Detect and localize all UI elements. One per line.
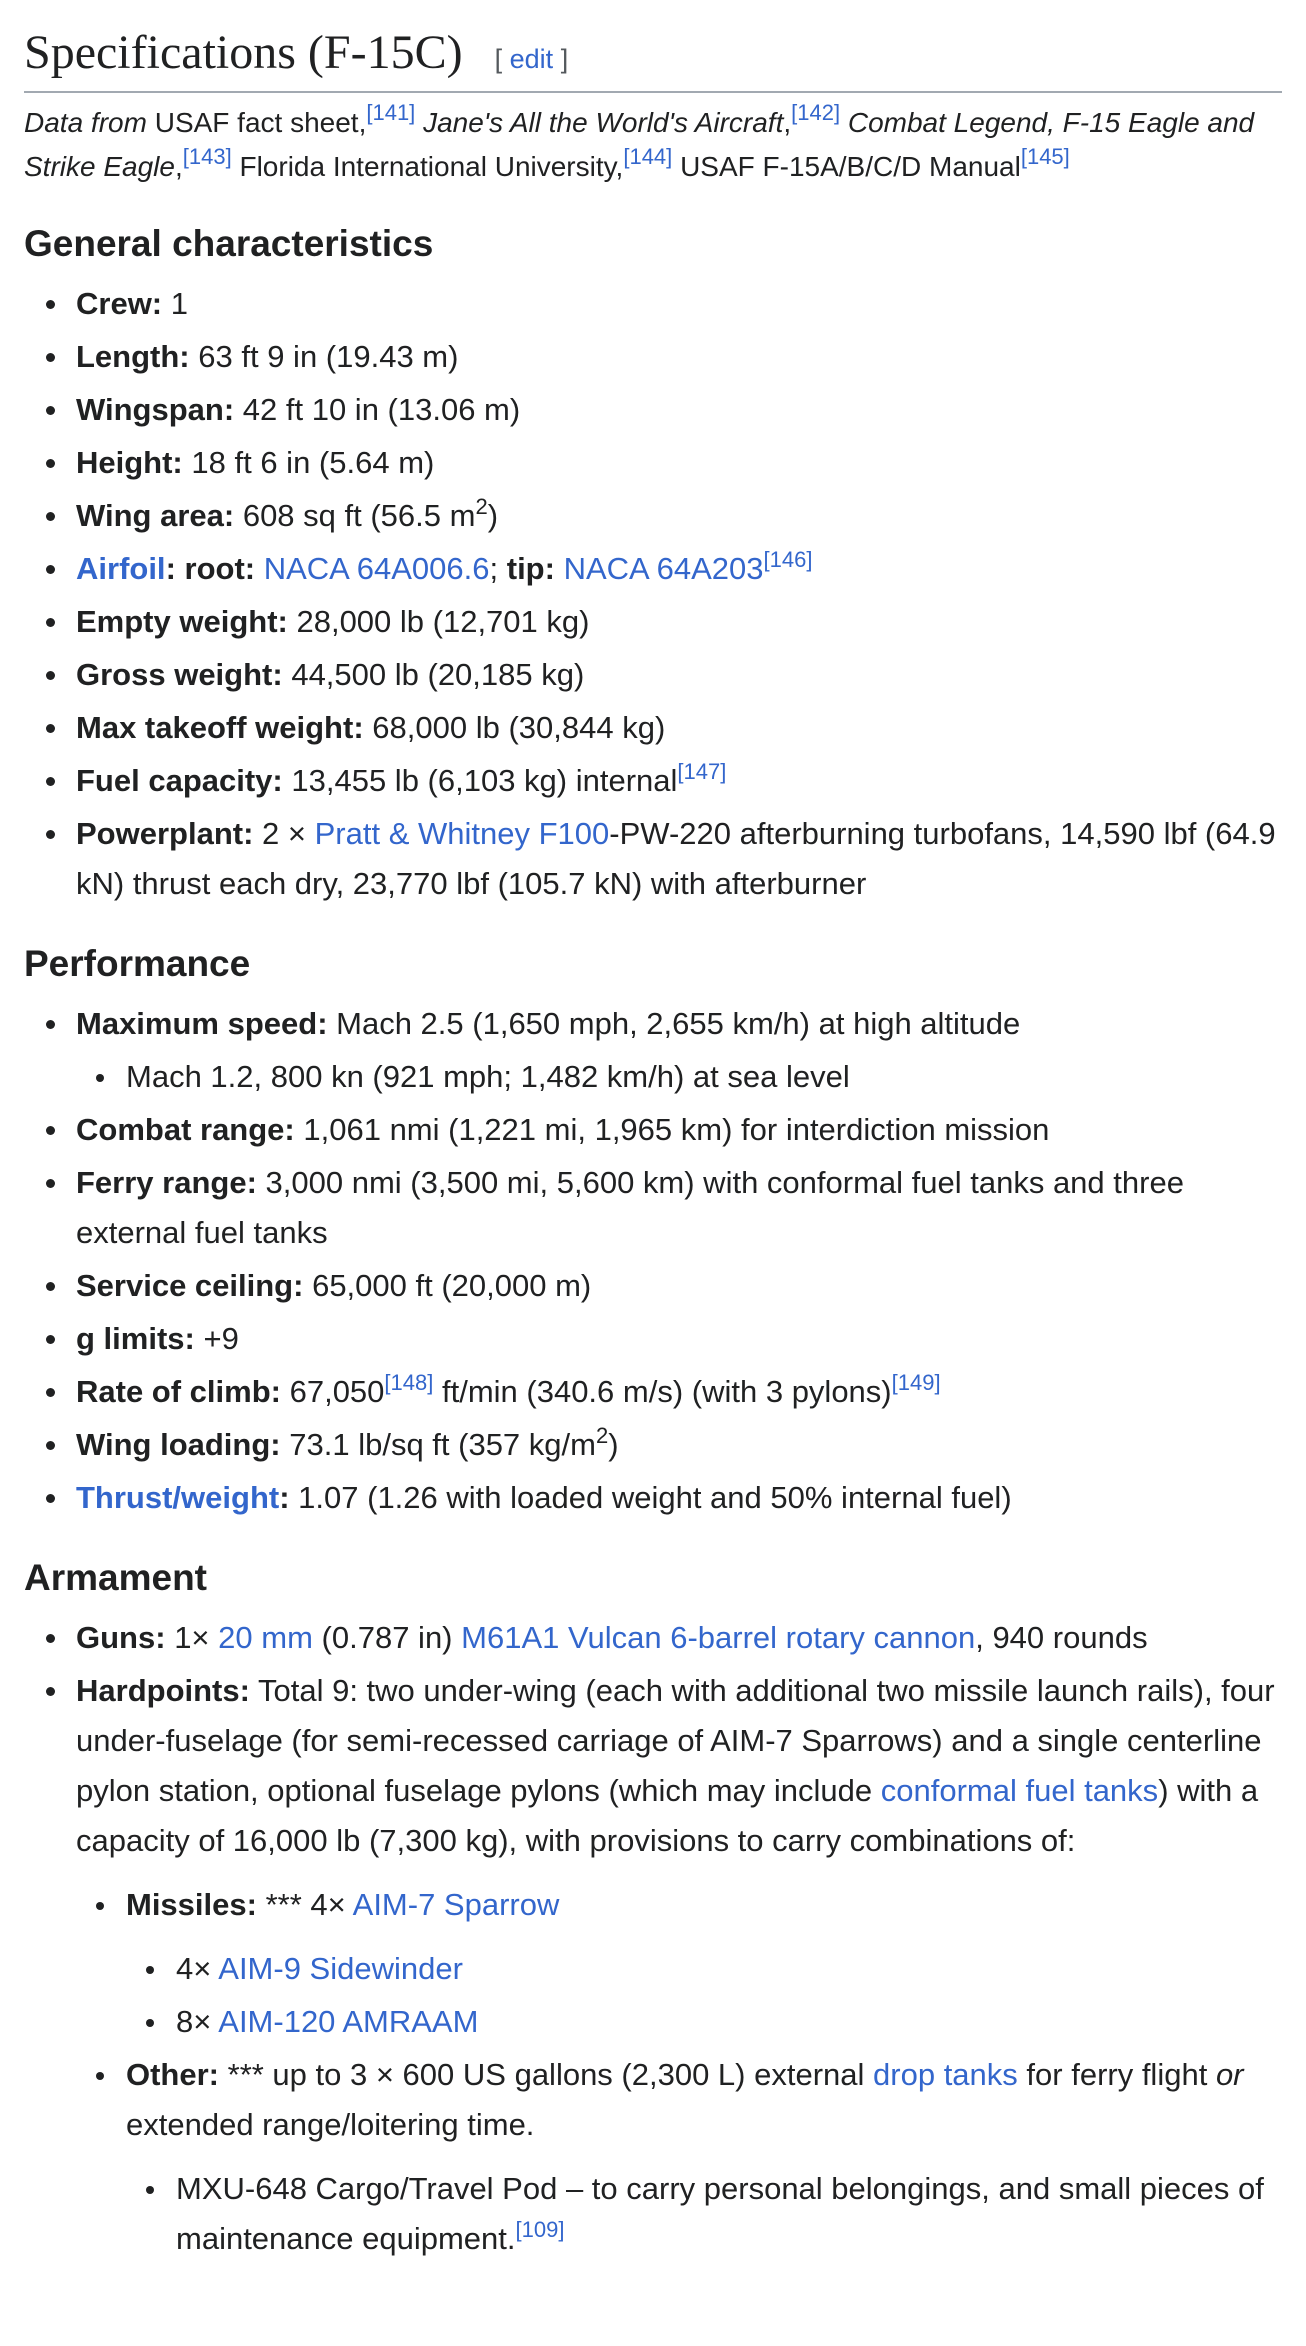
colon: : — [165, 551, 176, 586]
spec-value: extended range/loitering time. — [126, 2107, 535, 2142]
naca-root-link[interactable]: NACA 64A006.6 — [263, 551, 490, 586]
spec-label: Missiles: — [126, 1887, 257, 1922]
naca-tip-link[interactable]: NACA 64A203 — [563, 551, 764, 586]
spec-label: Powerplant: — [76, 816, 254, 851]
list-item — [176, 1997, 1282, 2047]
ref-109[interactable]: [109] — [515, 2217, 565, 2242]
spec-label: Max takeoff weight: — [76, 710, 364, 745]
spec-value: 44,500 lb (20,185 kg) — [291, 657, 585, 692]
source-note — [24, 101, 1282, 189]
page-title: Specifications (F-15C) — [24, 26, 463, 79]
spec-value: 65,000 ft (20,000 m) — [312, 1268, 592, 1303]
spec-value: 8× — [176, 2004, 212, 2039]
edit-section — [495, 28, 569, 90]
list-item — [76, 1666, 1282, 2264]
sub-list — [76, 1052, 1282, 1102]
spec-label: tip: — [506, 551, 555, 586]
source-usaf: USAF fact sheet, — [154, 107, 367, 138]
spec-label: Empty weight: — [76, 604, 288, 639]
spec-value: for ferry flight — [1026, 2057, 1208, 2092]
ref-149[interactable]: [149] — [891, 1370, 941, 1395]
spec-label: Hardpoints: — [76, 1673, 250, 1708]
list-item — [76, 756, 1282, 806]
ref-145[interactable]: [145] — [1020, 144, 1070, 169]
general-heading: General characteristics — [24, 223, 434, 264]
spec-label: Rate of climb: — [76, 1374, 281, 1409]
spec-label: root: — [184, 551, 256, 586]
performance-list — [24, 999, 1282, 1523]
spec-value: 68,000 lb (30,844 kg) — [372, 710, 666, 745]
edit-link[interactable]: edit — [509, 44, 554, 74]
spec-value: or — [1215, 2057, 1244, 2092]
ref-141[interactable]: [141] — [366, 100, 416, 125]
conformal-fuel-tanks-link[interactable]: conformal fuel tanks — [880, 1773, 1159, 1808]
spec-value: 42 ft 10 in (13.06 m) — [242, 392, 521, 427]
spec-value: 2 × — [262, 816, 306, 851]
spec-label: Crew: — [76, 286, 163, 321]
spec-label: Service ceiling: — [76, 1268, 304, 1303]
source-fiu: Florida International University, — [239, 151, 624, 182]
drop-tanks-link[interactable]: drop tanks — [873, 2057, 1018, 2092]
spec-value: 608 sq ft (56.5 m — [242, 498, 476, 533]
list-item — [76, 491, 1282, 541]
spec-label: Other: — [126, 2057, 219, 2092]
superscript: 2 — [475, 494, 488, 519]
spec-value: 18 ft 6 in (5.64 m) — [191, 445, 435, 480]
list-item — [76, 1261, 1282, 1311]
separator: ; — [489, 551, 499, 586]
list-item — [76, 1420, 1282, 1470]
sub-list — [126, 2164, 1282, 2264]
spec-value: 63 ft 9 in (19.43 m) — [198, 339, 459, 374]
list-item — [76, 1314, 1282, 1364]
spec-label: Gross weight: — [76, 657, 283, 692]
thrust-weight-link[interactable]: Thrust/weight — [76, 1480, 280, 1515]
spec-label: Length: — [76, 339, 190, 374]
list-item — [76, 999, 1282, 1102]
spec-value: 1.07 (1.26 with loaded weight and 50% internal fuel) — [298, 1480, 1012, 1515]
pratt-whitney-link[interactable]: Pratt & Whitney F100 — [314, 816, 610, 851]
spec-label: g limits: — [76, 1321, 195, 1356]
source-manual: USAF F-15A/B/C/D Manual — [680, 151, 1021, 182]
spec-value: ft/min (340.6 m/s) (with 3 pylons) — [441, 1374, 892, 1409]
airfoil-link[interactable]: Airfoil — [76, 551, 166, 586]
list-item — [76, 1367, 1282, 1417]
paren: ) — [608, 1427, 619, 1462]
data-from-label: Data from — [24, 107, 147, 138]
list-item — [76, 1473, 1282, 1523]
spec-label: Wingspan: — [76, 392, 235, 427]
list-item: Mach 1.2, 800 kn (921 mph; 1,482 km/h) at sea level — [126, 1052, 1282, 1102]
list-item — [126, 2050, 1282, 2264]
list-item — [176, 1944, 1282, 1994]
spec-value: -PW-220 afterburning turbofans, 14,590 lbf (64.9 kN) thrust each dry, 23,770 lbf (105.7 kN) with afterburner — [76, 816, 1276, 901]
spec-label: Guns: — [76, 1620, 166, 1655]
spec-value: Total 9: two under-wing (each with additional two missile launch rails), four under-fuselage (for semi-recessed carriage of AIM-7 Sparrows) and a single centerline pylon station, optional fuselage pylons (which may include — [76, 1673, 1275, 1808]
spec-value: , 940 rounds — [975, 1620, 1148, 1655]
ref-148[interactable]: [148] — [384, 1370, 434, 1395]
list-item — [76, 597, 1282, 647]
spec-value: 1,061 nmi (1,221 mi, 1,965 km) for interdiction mission — [303, 1112, 1050, 1147]
general-list — [24, 279, 1282, 909]
aim120-link[interactable]: AIM-120 AMRAAM — [218, 2004, 479, 2039]
spec-value: 3,000 nmi (3,500 mi, 5,600 km) with conformal fuel tanks and three external fuel tanks — [76, 1165, 1184, 1250]
spec-label: Ferry range: — [76, 1165, 257, 1200]
list-item — [76, 279, 1282, 329]
spec-value: +9 — [203, 1321, 239, 1356]
list-item — [76, 1105, 1282, 1155]
section-heading — [24, 22, 1282, 93]
list-item — [76, 1158, 1282, 1258]
spec-value: ) with a capacity of 16,000 lb (7,300 kg), with provisions to carry combinations of: — [76, 1773, 1259, 1858]
source-comma: , — [783, 107, 792, 138]
sub-list — [76, 1880, 1282, 2264]
m61-vulcan-link[interactable]: M61A1 Vulcan 6-barrel rotary cannon — [461, 1620, 976, 1655]
list-item — [76, 1613, 1282, 1663]
source-comma: , — [174, 151, 183, 182]
paren: ) — [487, 498, 499, 533]
edit-bracket-close: ] — [560, 44, 569, 74]
list-item — [76, 809, 1282, 909]
ref-146[interactable]: [146] — [763, 547, 813, 572]
spec-label: Wing loading: — [76, 1427, 281, 1462]
spec-value: 28,000 lb (12,701 kg) — [296, 604, 590, 639]
list-item — [126, 1880, 1282, 2047]
spec-label: Combat range: — [76, 1112, 295, 1147]
list-item — [76, 703, 1282, 753]
spec-value: 13,455 lb (6,103 kg) internal — [291, 763, 678, 798]
spec-value: 73.1 lb/sq ft (357 kg/m — [289, 1427, 596, 1462]
spec-value: Mach 2.5 (1,650 mph, 2,655 km/h) at high altitude — [336, 1006, 1021, 1041]
aim7-link[interactable]: AIM-7 Sparrow — [352, 1887, 560, 1922]
ref-143[interactable]: [143] — [182, 144, 232, 169]
spec-value: *** 4× — [265, 1887, 346, 1922]
20mm-link[interactable]: 20 mm — [218, 1620, 313, 1655]
list-item — [176, 2164, 1282, 2264]
spec-value: 1× — [174, 1620, 210, 1655]
colon: : — [279, 1480, 290, 1515]
list-item — [76, 544, 1282, 594]
performance-heading: Performance — [24, 943, 251, 984]
aim9-link[interactable]: AIM-9 Sidewinder — [218, 1951, 463, 1986]
armament-heading: Armament — [24, 1557, 207, 1598]
sub-list — [126, 1944, 1282, 2047]
ref-142[interactable]: [142] — [791, 100, 841, 125]
spec-value: *** up to 3 × 600 US gallons (2,300 L) external — [227, 2057, 865, 2092]
ref-147[interactable]: [147] — [677, 759, 727, 784]
spec-value: MXU-648 Cargo/Travel Pod – to carry personal belongings, and small pieces of maintenance equipment. — [176, 2171, 1264, 2256]
source-janes: Jane's All the World's Aircraft — [423, 107, 784, 138]
list-item — [76, 438, 1282, 488]
spec-value: (0.787 in) — [321, 1620, 453, 1655]
list-item — [76, 332, 1282, 382]
spec-label: Maximum speed: — [76, 1006, 328, 1041]
spec-label: Wing area: — [76, 498, 235, 533]
armament-list — [24, 1613, 1282, 2264]
spec-label: Fuel capacity: — [76, 763, 283, 798]
spec-value: 1 — [170, 286, 189, 321]
spec-label: Height: — [76, 445, 183, 480]
source-combat-legend: Combat Legend, F-15 Eagle and Strike Eagle — [24, 107, 1255, 182]
superscript: 2 — [595, 1423, 609, 1448]
edit-bracket-open: [ — [494, 44, 503, 74]
spec-value: 67,050 — [289, 1374, 385, 1409]
spec-value: 4× — [176, 1951, 212, 1986]
ref-144[interactable]: [144] — [623, 144, 673, 169]
list-item — [76, 385, 1282, 435]
list-item — [76, 650, 1282, 700]
